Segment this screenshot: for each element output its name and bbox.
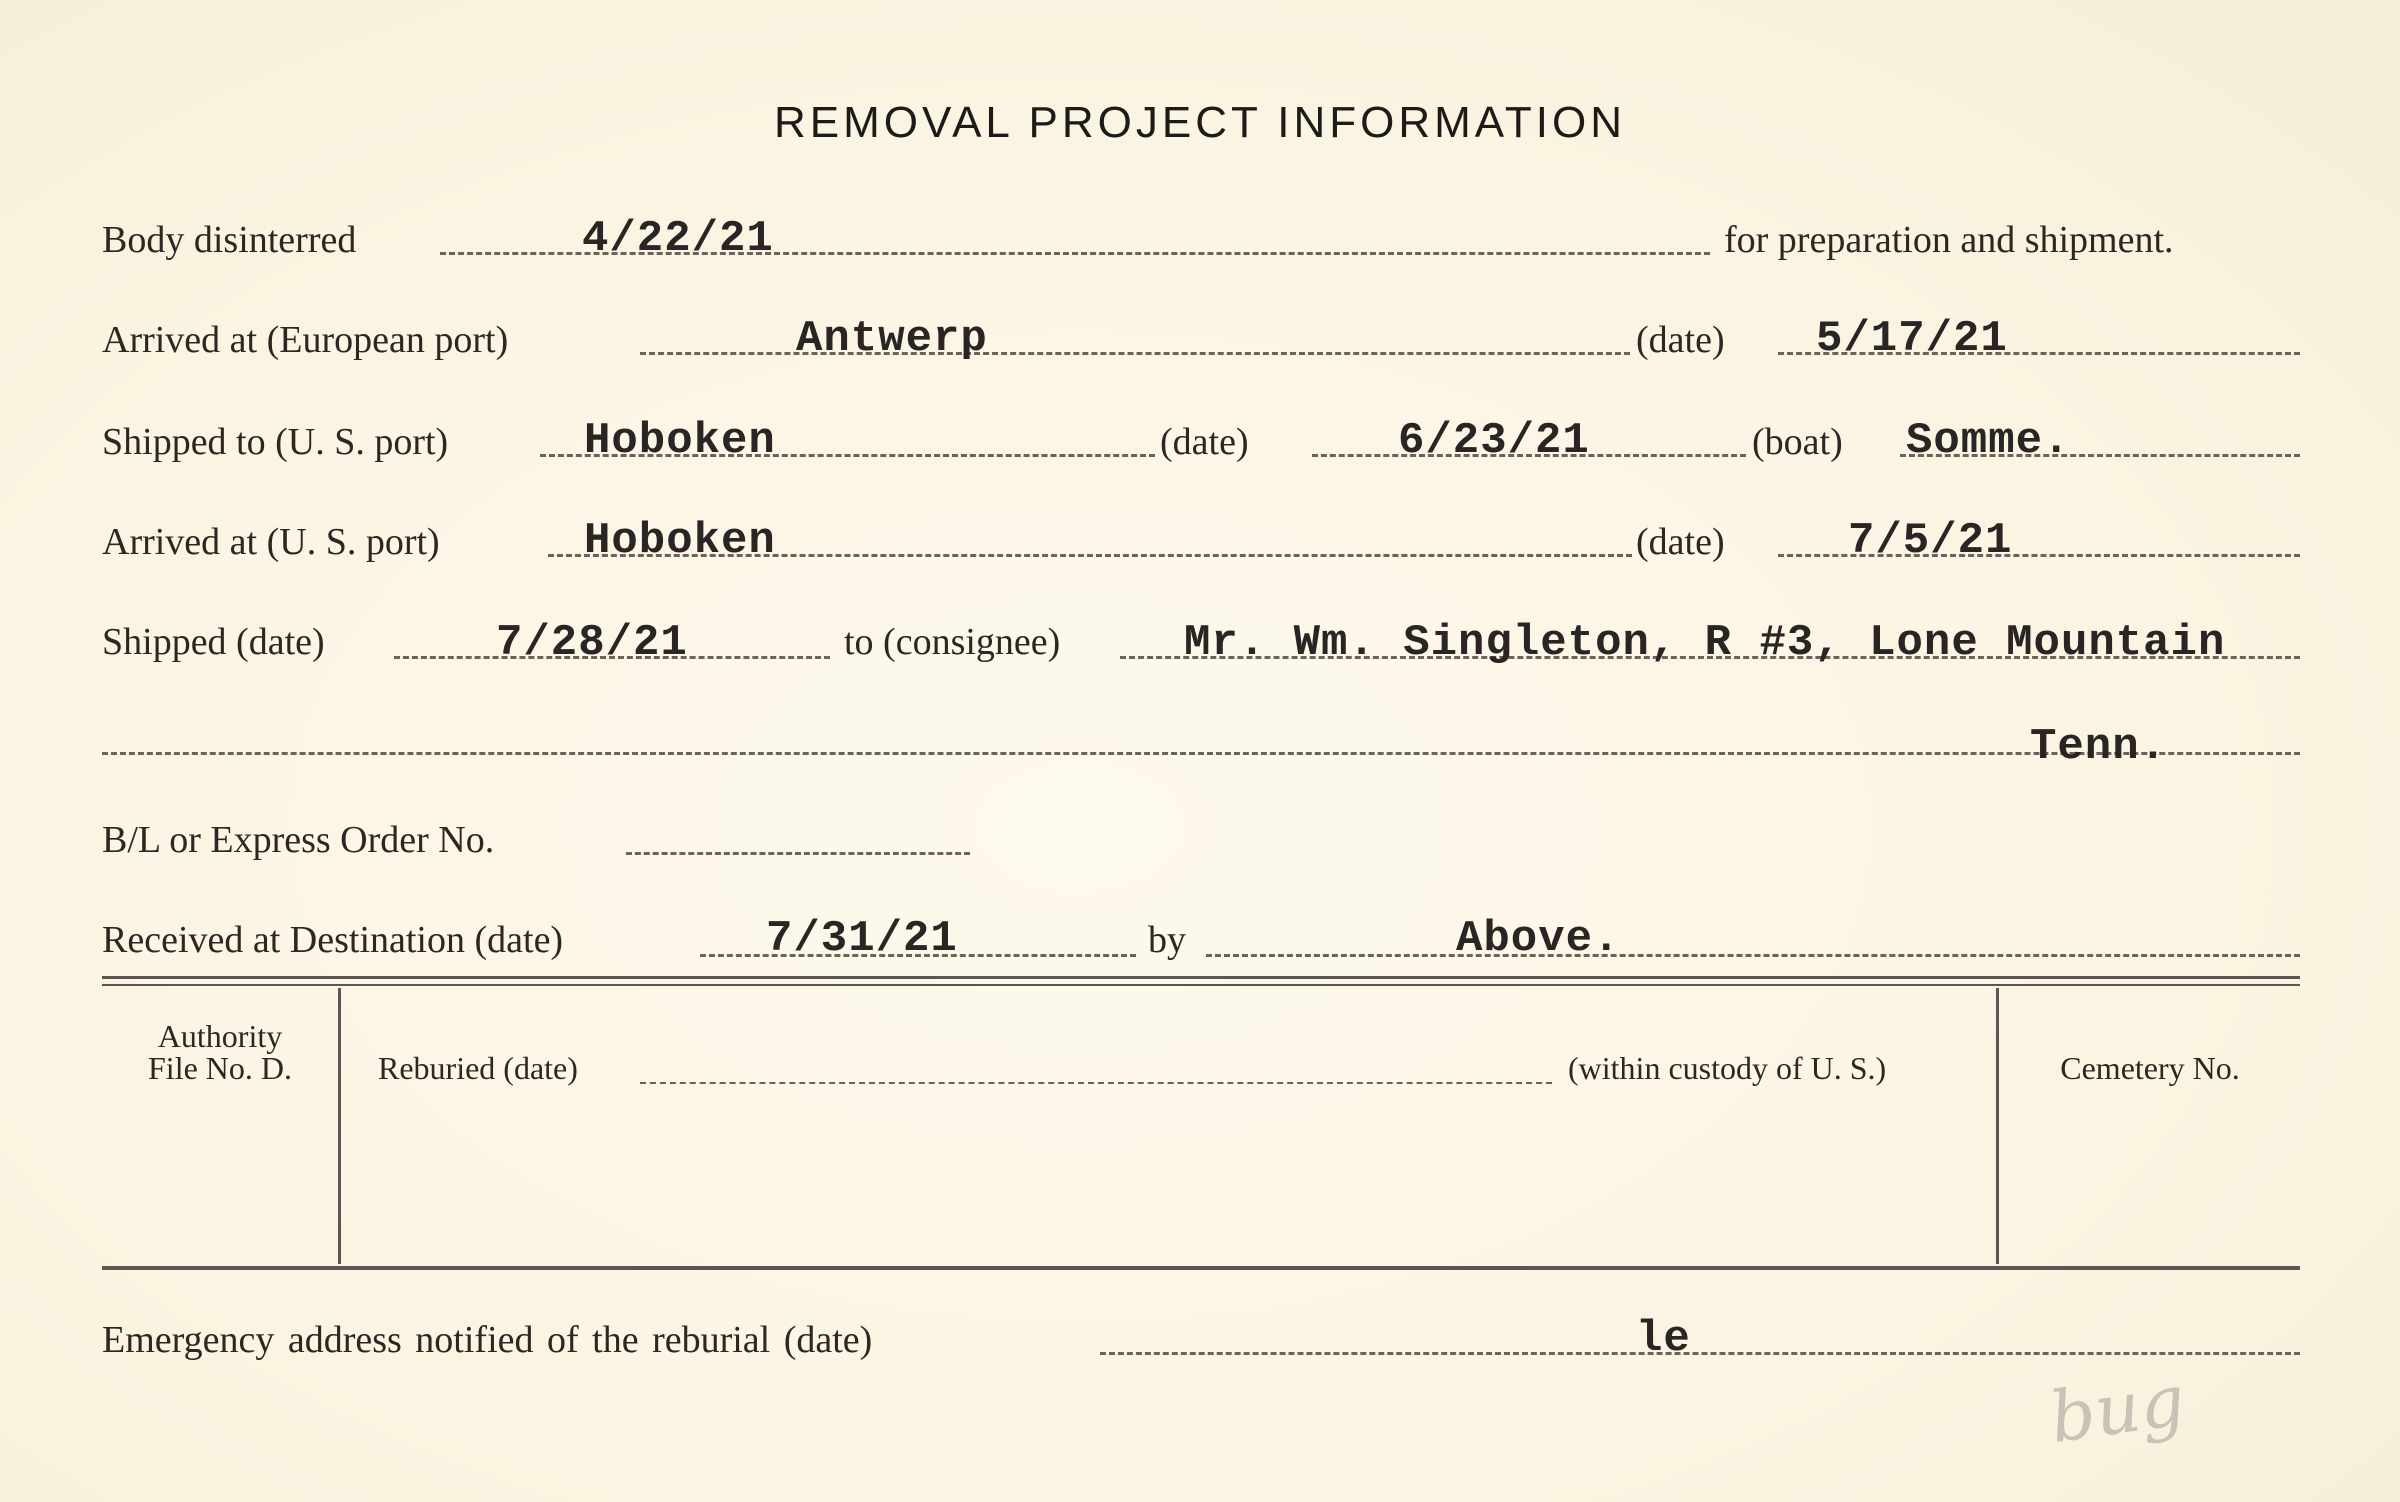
within-custody-label: (within custody of U. S.) <box>1568 1050 1887 1086</box>
us-port-shipped-value: Hoboken <box>584 416 776 466</box>
european-date-label: (date) <box>1636 319 1725 361</box>
bl-order-label: B/L or Express Order No. <box>102 819 495 861</box>
arrived-european-label: Arrived at (European port) <box>102 319 509 361</box>
received-date-value: 7/31/21 <box>766 914 958 964</box>
us-arrival-date-label: (date) <box>1636 521 1725 563</box>
received-by-value: Above. <box>1456 914 1621 964</box>
table-top-rule <box>102 976 2300 979</box>
emergency-date-value: le <box>1636 1314 1691 1364</box>
us-shipped-date-label: (date) <box>1160 421 1249 463</box>
us-shipped-date-value: 6/23/21 <box>1398 416 1590 466</box>
consignee-value: Mr. Wm. Singleton, R #3, Lone Mountain <box>1184 618 2226 668</box>
shipped-date-label: Shipped (date) <box>102 621 325 663</box>
table-bottom-rule <box>102 1266 2300 1270</box>
us-arrival-date-value: 7/5/21 <box>1848 516 2013 566</box>
bl-order-line <box>626 852 970 855</box>
table-divider-right <box>1996 988 1999 1264</box>
by-label: by <box>1148 919 1186 961</box>
authority-file-label: Authority File No. D. <box>148 1018 292 1086</box>
table-top-rule-inner <box>102 984 2300 986</box>
consignee-label: to (consignee) <box>844 621 1061 663</box>
card-title: REMOVAL PROJECT INFORMATION <box>774 98 1626 147</box>
consignee-continuation-line <box>102 752 2300 755</box>
us-port-arrived-value: Hoboken <box>584 516 776 566</box>
table-divider-left <box>338 988 341 1264</box>
shipped-to-us-label: Shipped to (U. S. port) <box>102 421 449 463</box>
reburied-date-line <box>640 1082 1552 1084</box>
emergency-address-label: Emergency address notified of the reburial (date) <box>102 1319 873 1361</box>
european-port-line <box>640 352 1630 355</box>
consignee-line2-value: Tenn. <box>2030 722 2168 772</box>
shipped-date-value: 7/28/21 <box>496 618 688 668</box>
disinterred-date-value: 4/22/21 <box>582 214 774 264</box>
received-destination-label: Received at Destination (date) <box>102 919 564 961</box>
for-preparation-label: for preparation and shipment. <box>1724 219 2174 261</box>
reburied-date-label: Reburied (date) <box>378 1050 578 1086</box>
boat-value: Somme. <box>1906 416 2071 466</box>
body-disinterred-label: Body disinterred <box>102 219 357 261</box>
european-port-value: Antwerp <box>796 314 988 364</box>
boat-label: (boat) <box>1752 421 1843 463</box>
cemetery-no-label: Cemetery No. <box>2060 1050 2240 1086</box>
emergency-date-line <box>1100 1352 2300 1355</box>
arrived-us-label: Arrived at (U. S. port) <box>102 521 440 563</box>
received-by-line <box>1206 954 2300 957</box>
european-date-value: 5/17/21 <box>1816 314 2008 364</box>
pencil-annotation: bug <box>2044 1359 2190 1459</box>
